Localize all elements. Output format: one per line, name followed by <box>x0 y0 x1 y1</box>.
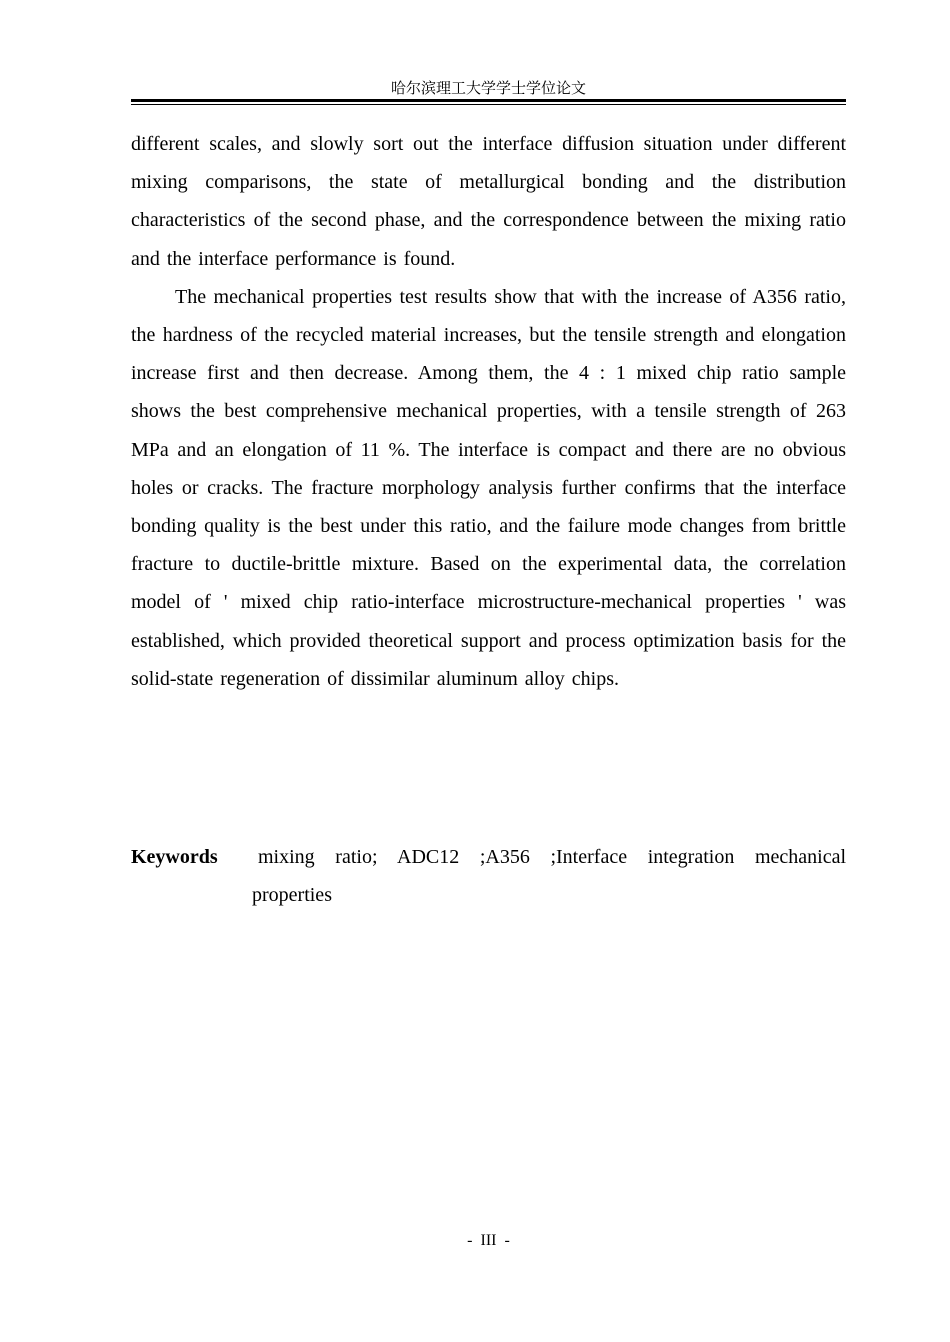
abstract-paragraph-2: The mechanical properties test results show that with the increase of A356 ratio, the hardness of the recycled material increases, but the tensile strength and elongation increase first and then decrease. Among them, the 4 : 1 mixed chip ratio sample shows the best comprehensive mechanical properties, with a tensile strength of 263 MPa and an elongation of 11 %. The interface is compact and there are no obvious holes or cracks. The fracture morphology analysis further confirms that the interface bonding quality is the best under this ratio, and the failure mode changes from brittle fracture to ductile-brittle mixture. Based on the experimental data, the correlation model of ' mixed chip ratio-interface microstructure-mechanical properties ' was established, which provided theoretical support and process optimization basis for the solid-state regeneration of dissimilar aluminum alloy chips. <box>131 285 846 690</box>
page-number: - III - <box>467 1232 510 1249</box>
keywords-label: Keywords <box>131 846 218 868</box>
keywords-section <box>131 838 846 914</box>
page-header-title: 哈尔滨理工大学学士学位论文 <box>390 79 586 97</box>
abstract-body <box>131 125 846 698</box>
keywords-text: mixing ratio; ADC12 ;A356 ;Interface integration mechanical properties <box>252 846 846 907</box>
header-rule-thin <box>131 104 846 105</box>
header-rule-thick <box>131 99 846 102</box>
abstract-paragraph-1: different scales, and slowly sort out the interface diffusion situation under different mixing comparisons, the state of metallurgical bonding and the distribution characteristics of the second phase, and the correspondence between the mixing ratio and the interface performance is found. <box>131 133 846 270</box>
